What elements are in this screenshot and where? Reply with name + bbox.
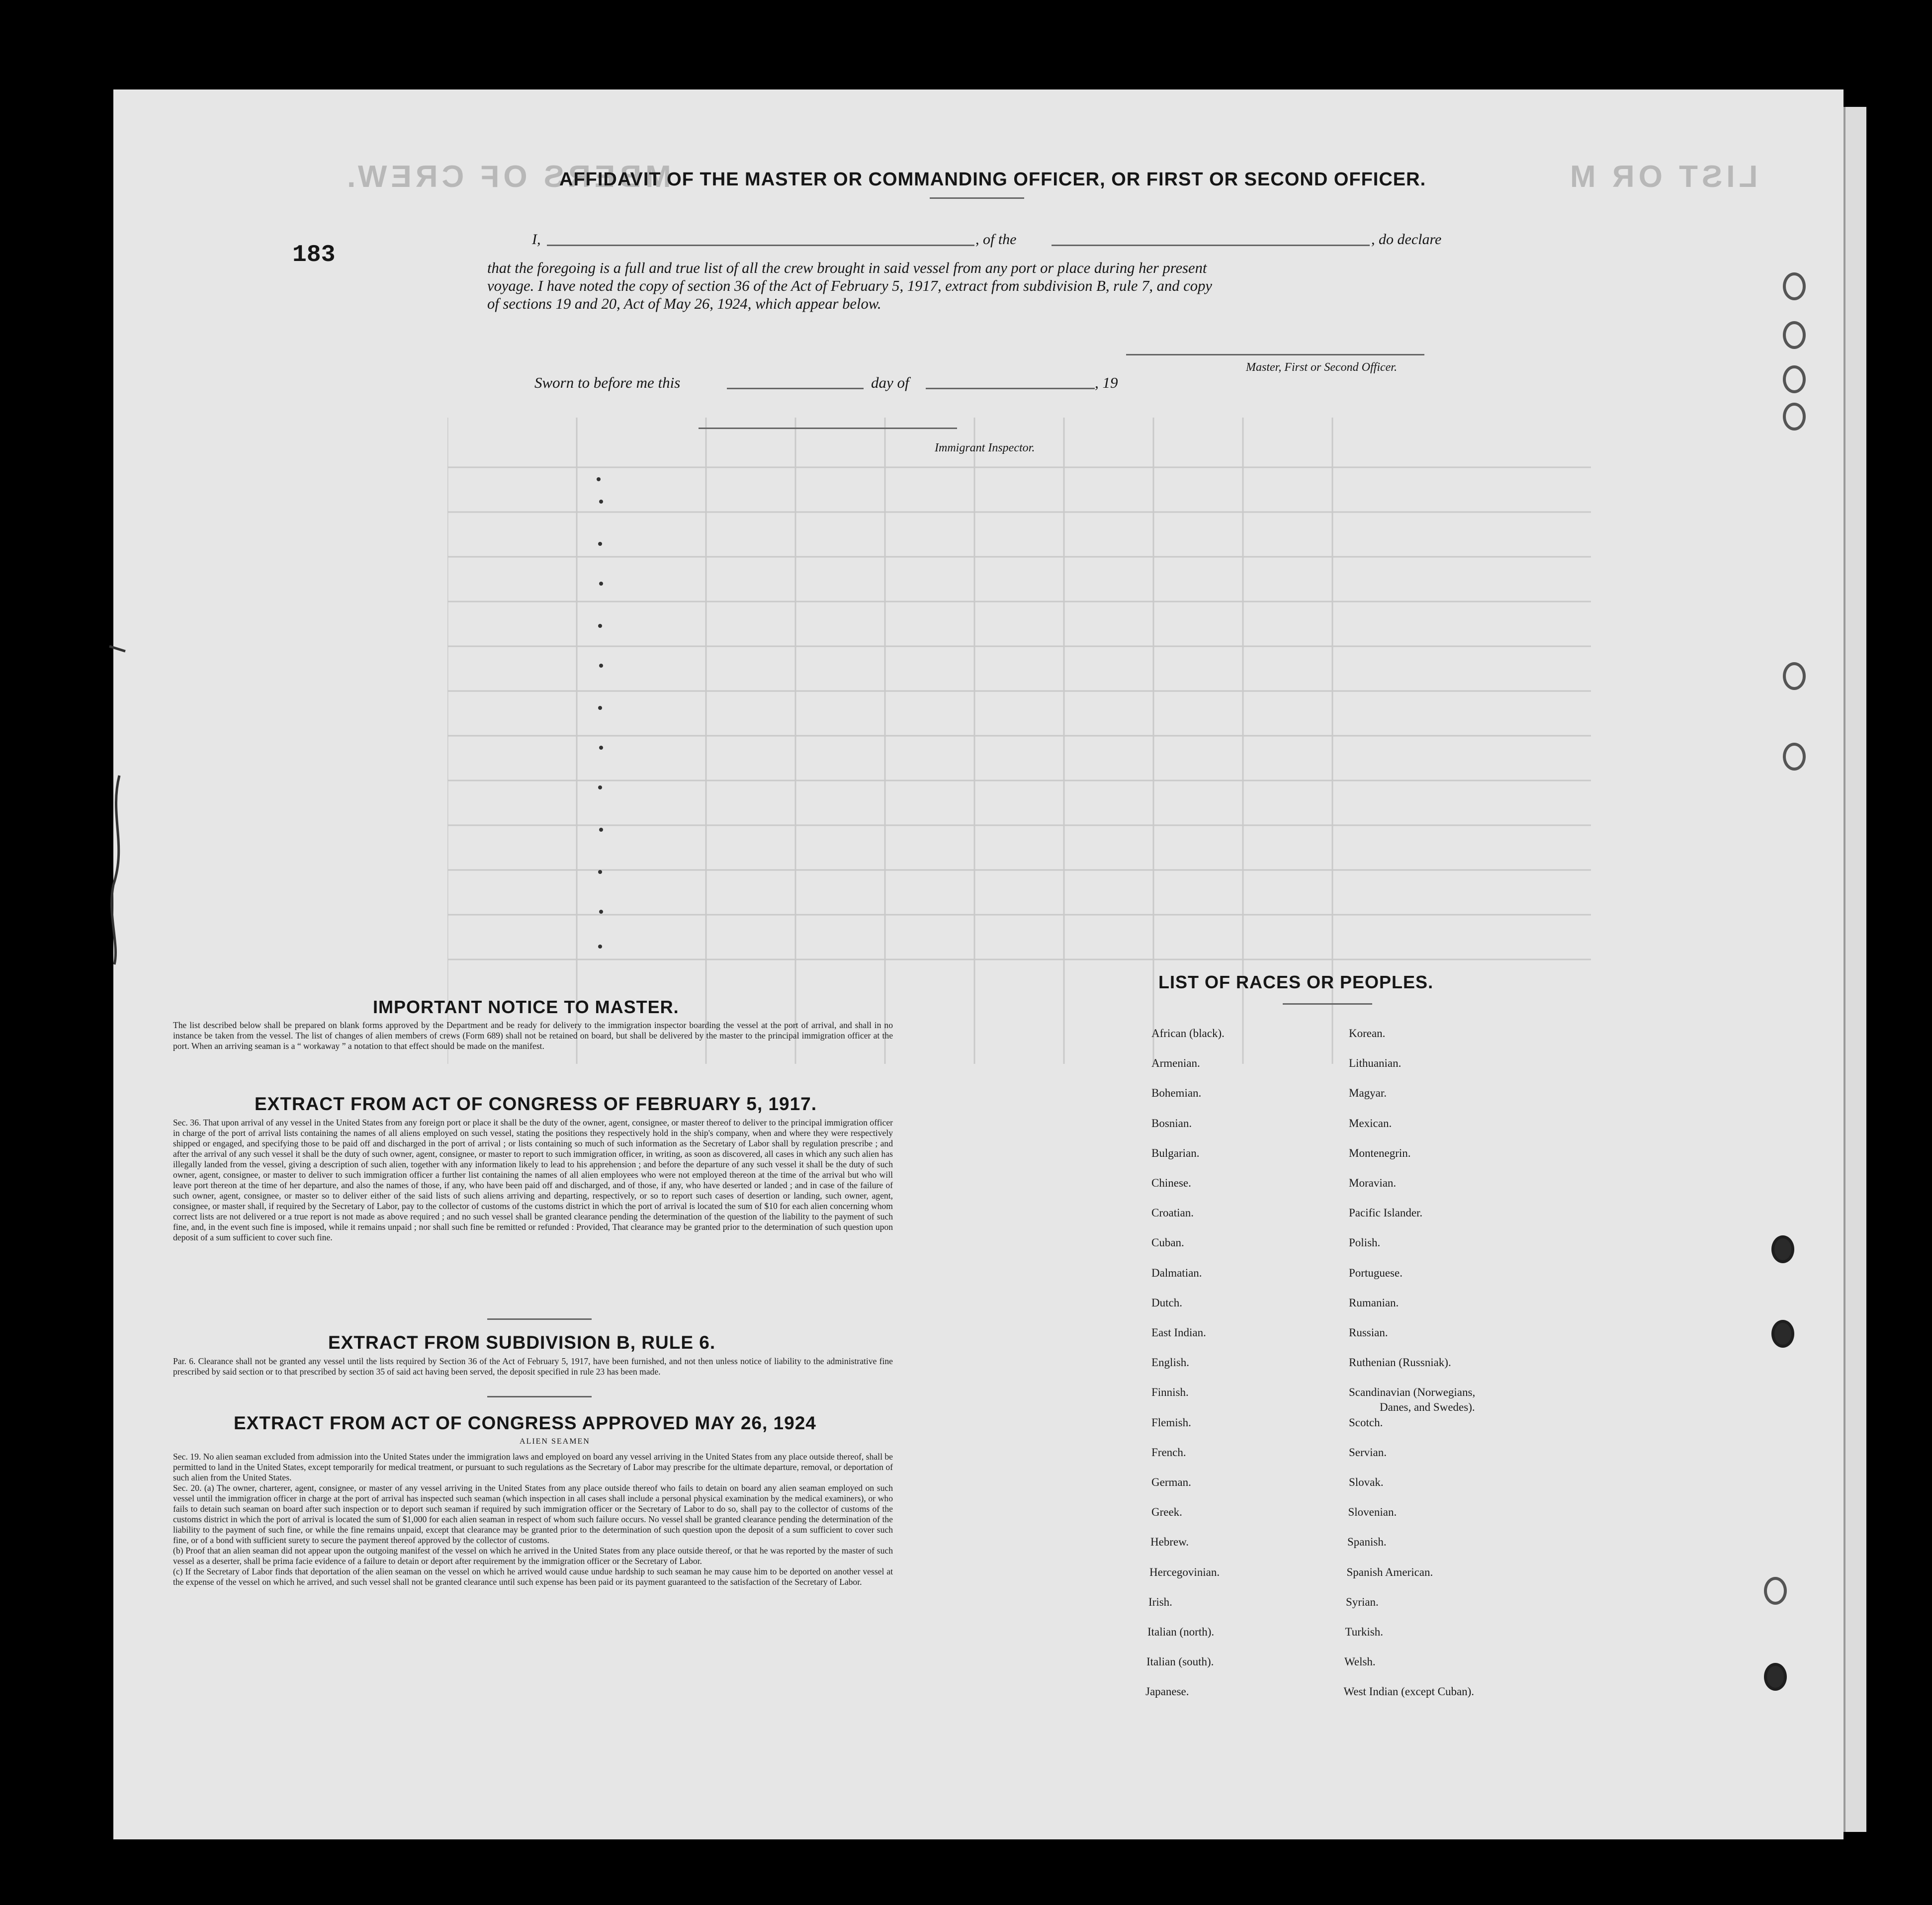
race-item: Flemish. [1151, 1416, 1191, 1429]
race-item: Hercegovinian. [1149, 1565, 1220, 1578]
race-item: Ruthenian (Russniak). [1349, 1356, 1451, 1369]
year-label: , 19 [1095, 374, 1118, 391]
notice-text [173, 1020, 893, 1051]
affidavit-do-declare-label: , do declare [1371, 231, 1442, 248]
extract-rule6-text [173, 1356, 893, 1377]
extract-1917-title: EXTRACT FROM ACT OF CONGRESS OF FEBRUARY 5, 1917. [255, 1094, 817, 1114]
race-item: Russian. [1349, 1326, 1388, 1339]
race-item: Dutch. [1151, 1296, 1182, 1309]
race-item: Bohemian. [1151, 1087, 1202, 1100]
race-item: Spanish. [1347, 1536, 1387, 1549]
scan-dot [599, 664, 603, 668]
notice-title: IMPORTANT NOTICE TO MASTER. [373, 997, 679, 1017]
page-number: 183 [292, 242, 336, 268]
race-item: Polish. [1349, 1236, 1381, 1249]
sworn-day-blank-line [727, 388, 864, 389]
sec20b-paragraph: (b) Proof that an alien seaman did not appear upon the outgoing manifest of the vessel on which he arrived in the United States from any place outside thereof, or that he was reported by the master of such vessel as a deserter, shall be prima facie evidence of a failure to detain or deport after requirement by the immigration officer or the Secretary of Labor. [173, 1546, 893, 1566]
sworn-label: Sworn to before me this [534, 374, 681, 391]
sec36-paragraph: Sec. 36. That upon arrival of any vessel in the United States from any foreign port or place it shall be the duty of the owner, agent, consignee, or master thereof to deliver to the principal immigration officer in charge of the port of arrival lists containing the names of all aliens employed on such vessel, stating the positions they respectively hold in the ship's company, when and where they were respectively shipped or engaged, and specifying those to be paid off and discharged in the port of arrival ; or lists containing so much of such information as the Secretary of Labor shall by regulation prescribe ; and after the arrival of any such vessel it shall be the duty of such owner, agent, consignee, or master to report to such immigration officer, in writing, as soon as discovered, all cases in which any such alien has illegally landed from the vessel, giving a description of such alien, together with any information likely to lead to his apprehension ; and before the departure of any such vessel it shall be the duty of such owner, agent, consignee, or master to deliver to such immigration officer a further list containing the names of all alien employees who were not employed thereon at the time of the arrival but who will leave port thereon at the time of her departure, and also the names of those, if any, who have been paid off and discharged, and of those, if any, who have deserted or landed ; and in case of the failure of such owner, agent, consignee, or master so to deliver either of the said lists of such aliens arriving and departing, respectively, or so to report such cases of desertion or landing, such owner, agent, consignee, or master shall, if required by the Secretary of Labor, pay to the collector of customs of the customs district in which the port of arrival is located the sum of $10 for each alien concerning whom correct lists are not delivered or a true report is not made as above required ; and no such vessel shall be granted clearance pending the determination of the question of the liability to the payment of such fine, and, in the event such fine is imposed, while it remains unpaid ; nor shall such fine be remitted or refunded : Provided, That clearance may be granted prior to the determination of such question upon deposit of a sum sufficient to cover such fine. [173, 1118, 893, 1242]
race-item: Mexican. [1349, 1117, 1392, 1129]
scan-dot [598, 870, 602, 874]
race-item: Dalmatian. [1151, 1266, 1202, 1279]
punch-hole [1783, 365, 1806, 393]
scan-dot [598, 945, 602, 949]
scan-dot [599, 500, 603, 504]
race-item: English. [1151, 1356, 1190, 1369]
scan-dot [598, 542, 602, 546]
master-signature-line [1126, 354, 1424, 355]
race-item: Bulgarian. [1151, 1146, 1200, 1159]
punch-hole [1783, 403, 1806, 431]
sworn-month-blank-line [926, 388, 1095, 389]
race-item: Hebrew. [1150, 1536, 1189, 1549]
race-item: Croatian. [1151, 1207, 1194, 1219]
punch-hole [1764, 1577, 1787, 1605]
affidavit-of-the-label: , of the [975, 231, 1017, 248]
race-item: Danes, and Swedes). [1380, 1401, 1475, 1414]
race-item: Bosnian. [1151, 1117, 1192, 1129]
bleed-through-title-2: MBERS OF CREW. [343, 160, 671, 194]
race-item: East Indian. [1151, 1326, 1206, 1339]
scan-dot [597, 477, 601, 481]
race-item: Irish. [1148, 1595, 1172, 1608]
name-blank-line [547, 245, 974, 246]
scan-dot [598, 706, 602, 710]
race-item: Chinese. [1151, 1177, 1191, 1189]
race-item: West Indian (except Cuban). [1343, 1685, 1475, 1698]
race-item: Korean. [1349, 1027, 1386, 1039]
race-item: German. [1151, 1476, 1191, 1488]
extract-rule6-title: EXTRACT FROM SUBDIVISION B, RULE 6. [328, 1332, 716, 1353]
race-item: Montenegrin. [1349, 1146, 1411, 1159]
punch-hole [1771, 1235, 1794, 1263]
race-item: Syrian. [1346, 1595, 1379, 1608]
punch-hole [1764, 1663, 1787, 1691]
page-edge [1844, 107, 1866, 1832]
inspector-signature-line [699, 428, 957, 429]
race-item: French. [1151, 1446, 1186, 1459]
race-item: Slovenian. [1348, 1506, 1397, 1519]
bleed-through-grid [447, 418, 1591, 1064]
race-item: African (black). [1151, 1027, 1225, 1039]
affidavit-title: AFFIDAVIT OF THE MASTER OR COMMANDING OFFICER, OR FIRST OR SECOND OFFICER. [559, 169, 1426, 190]
scan-dot [599, 828, 603, 832]
race-item: Italian (north). [1147, 1626, 1215, 1638]
scan-dot [599, 582, 603, 586]
vessel-blank-line [1052, 245, 1370, 246]
race-item: Magyar. [1349, 1087, 1387, 1100]
race-item: Servian. [1349, 1446, 1387, 1459]
race-item: Scandinavian (Norwegians, [1349, 1386, 1476, 1399]
extract-1924-title: EXTRACT FROM ACT OF CONGRESS APPROVED MAY 26, 1924 [234, 1413, 816, 1433]
affidavit-i-label: I, [532, 231, 541, 248]
extract-1924-text [173, 1452, 893, 1587]
race-item: Cuban. [1151, 1236, 1184, 1249]
punch-hole [1783, 272, 1806, 300]
race-item: Pacific Islander. [1349, 1207, 1423, 1219]
race-item: Turkish. [1345, 1626, 1383, 1638]
punch-hole [1771, 1320, 1794, 1348]
notice-paragraph: The list described below shall be prepared on blank forms approved by the Department and be ready for delivery to the immigration inspector boarding the vessel at the port of arrival, and shall in no instance be taken from the vessel. The list of changes of alien members of crews (Form 689) shall not be retained on board, but shall be delivered by the master to the principal immigration officer at the port. When an arriving seaman is a “ workaway ” a notation to that effect should be made on the manifest. [173, 1020, 893, 1051]
inspector-label: Immigrant Inspector. [935, 441, 1035, 454]
race-item: Finnish. [1151, 1386, 1189, 1399]
race-item: Lithuanian. [1349, 1057, 1402, 1070]
scan-dot [598, 785, 602, 789]
master-signature-label: Master, First or Second Officer. [1246, 361, 1397, 374]
race-item: Rumanian. [1349, 1296, 1399, 1309]
affidavit-body-line-3: of sections 19 and 20, Act of May 26, 1924, which appear below. [487, 295, 881, 312]
race-item: Slovak. [1349, 1476, 1384, 1488]
sec20a-paragraph: Sec. 20. (a) The owner, charterer, agent, consignee, or master of any vessel arriving in the United States from any place outside thereof who fails to detain on board any alien seaman employed on such vessel until the immigration officer in charge at the port of arrival has inspected such seaman (which inspection in all cases shall include a personal physical examination by the medical examiners), or who fails to detain such seaman on board after such inspection or to deport such seaman if required by such immigration officer or the Secretary of Labor to do so, shall pay to the collector of customs of the customs district in which the port of arrival is located the sum of $1,000 for each alien seaman in respect of whom such failure occurs. No vessel shall be granted clearance pending the determination of the liability to the payment of such fine, or while the fine remains unpaid, except that clearance may be granted prior to the determination of such question upon the deposit of a sum sufficient to cover such fine, or of a bond with sufficient surety to secure the payment thereof approved by the collector of customs. [173, 1483, 893, 1545]
bleed-through-title: LIST OR M [1566, 160, 1758, 194]
scan-dot [599, 746, 603, 750]
sec20c-paragraph: (c) If the Secretary of Labor finds that deportation of the alien seaman on the vessel on which he arrived would cause undue hardship to such seaman he may cause him to be deported on another vessel at the expense of the vessel on which he arrived, and such vessel shall not be granted clearance until such expense has been paid or its payment guaranteed to the satisfaction of the Secretary of Labor. [173, 1566, 893, 1587]
races-title: LIST OF RACES OR PEOPLES. [1158, 972, 1434, 992]
punch-hole [1783, 743, 1806, 771]
race-item: Spanish American. [1346, 1565, 1433, 1578]
race-item: Italian (south). [1146, 1655, 1214, 1668]
race-item: Armenian. [1151, 1057, 1200, 1070]
affidavit-body-line-2: voyage. I have noted the copy of section 36 of the Act of February 5, 1917, extract from subdivision B, rule 7, and copy [487, 277, 1212, 294]
par6-paragraph: Par. 6. Clearance shall not be granted any vessel until the lists required by Section 36 of the Act of February 5, 1917, have been furnished, and not then unless notice of liability to the administrative fine prescribed by said section or to that prescribed by section 35 of said act having been served, the deposit specified in rule 23 has been made. [173, 1356, 893, 1377]
race-item: Portuguese. [1349, 1266, 1403, 1279]
punch-hole [1783, 662, 1806, 690]
day-of-label: day of [871, 374, 909, 391]
divider [930, 197, 1024, 199]
affidavit-body-line-1: that the foregoing is a full and true list of all the crew brought in said vessel from any port or place during her present [487, 260, 1207, 276]
sec19-paragraph: Sec. 19. No alien seaman excluded from admission into the United States under the immigration laws and employed on board any vessel arriving in the United States from any place outside thereof, shall be permitted to land in the United States, except temporarily for medical treatment, or pursuant to such regulations as the Secretary of Labor may prescribe for the ultimate departure, removal, or deportation of such alien from the United States. [173, 1452, 893, 1482]
margin-pencil-mark [99, 636, 129, 974]
race-item: Japanese. [1145, 1685, 1189, 1698]
divider [487, 1396, 592, 1397]
extract-1917-text [173, 1118, 893, 1243]
race-item: Welsh. [1344, 1655, 1376, 1668]
extract-1924-subtitle: ALIEN SEAMEN [520, 1437, 590, 1446]
divider [1283, 1003, 1372, 1005]
scan-dot [598, 624, 602, 628]
scan-dot [599, 910, 603, 914]
punch-hole [1783, 321, 1806, 349]
race-item: Scotch. [1349, 1416, 1383, 1429]
race-item: Moravian. [1349, 1177, 1397, 1189]
race-item: Greek. [1151, 1506, 1182, 1519]
divider [487, 1318, 592, 1320]
